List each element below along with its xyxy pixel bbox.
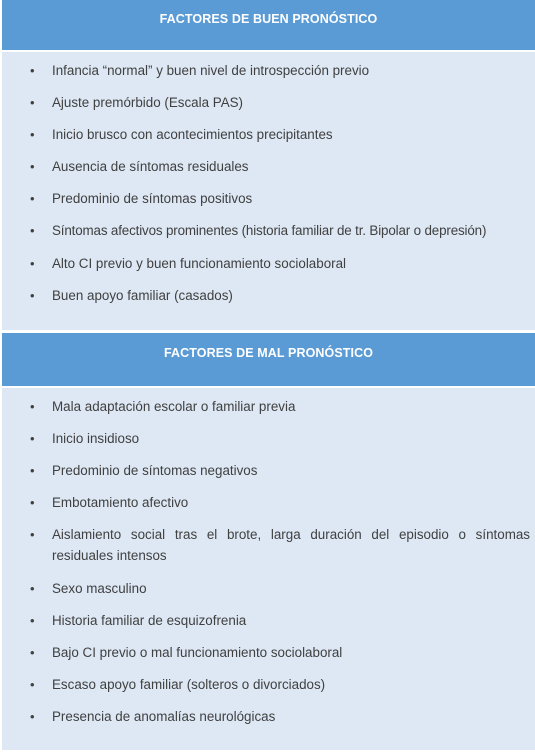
list-item-text: Síntomas afectivos prominentes (historia familiar de tr. Bipolar o depresión) xyxy=(52,223,487,238)
bullet-icon: • xyxy=(30,399,35,414)
list-item-text: Infancia “normal” y buen nivel de introspección previo xyxy=(52,63,370,78)
bullet-icon: • xyxy=(30,63,35,78)
list-item-text: Ausencia de síntomas residuales xyxy=(52,159,249,174)
list-item-text: Presencia de anomalías neurológicas xyxy=(52,709,276,724)
list-item-text: Predominio de síntomas negativos xyxy=(52,463,258,478)
bad-prognosis-body xyxy=(2,388,535,750)
bullet-icon: • xyxy=(30,223,35,238)
list-item-text: Alto CI previo y buen funcionamiento sociolaboral xyxy=(52,256,347,271)
bullet-icon: • xyxy=(30,431,35,446)
list-item-text: Buen apoyo familiar (casados) xyxy=(52,288,233,303)
bullet-icon: • xyxy=(30,127,35,142)
good-prognosis-title: FACTORES DE BUEN PRONÓSTICO xyxy=(159,12,378,26)
bullet-icon: • xyxy=(30,288,35,303)
list-item-text: Mala adaptación escolar o familiar previa xyxy=(52,399,296,414)
bullet-icon: • xyxy=(30,677,35,692)
bullet-icon: • xyxy=(30,613,35,628)
list-item-text: Embotamiento afectivo xyxy=(52,495,189,510)
bullet-icon: • xyxy=(30,709,35,724)
bullet-icon: • xyxy=(30,581,35,596)
list-item-text: Inicio insidioso xyxy=(52,431,140,446)
bullet-icon: • xyxy=(30,159,35,174)
bullet-icon: • xyxy=(30,256,35,271)
list-item-text: Predominio de síntomas positivos xyxy=(52,191,253,206)
bad-prognosis-header xyxy=(2,333,535,386)
list-item-text: Escaso apoyo familiar (solteros o divorciados) xyxy=(52,677,326,692)
list-item-text: Historia familiar de esquizofrenia xyxy=(52,613,247,628)
list-item-text: Bajo CI previo o mal funcionamiento sociolaboral xyxy=(52,645,343,660)
good-prognosis-header xyxy=(2,0,535,50)
bullet-icon: • xyxy=(30,645,35,660)
bullet-icon: • xyxy=(30,463,35,478)
good-prognosis-body xyxy=(2,52,535,331)
list-item-text: Sexo masculino xyxy=(52,581,147,596)
bullet-icon: • xyxy=(30,95,35,110)
bullet-icon: • xyxy=(30,495,35,510)
bullet-icon: • xyxy=(30,191,35,206)
list-item-text: Inicio brusco con acontecimientos precipitantes xyxy=(52,127,333,142)
bullet-icon: • xyxy=(30,527,35,542)
list-item-text: Aislamiento social tras el brote, larga duración del episodio o síntomas residuales intensos xyxy=(52,527,530,563)
list-item-text: Ajuste premórbido (Escala PAS) xyxy=(52,95,244,110)
bad-prognosis-title: FACTORES DE MAL PRONÓSTICO xyxy=(163,346,374,360)
